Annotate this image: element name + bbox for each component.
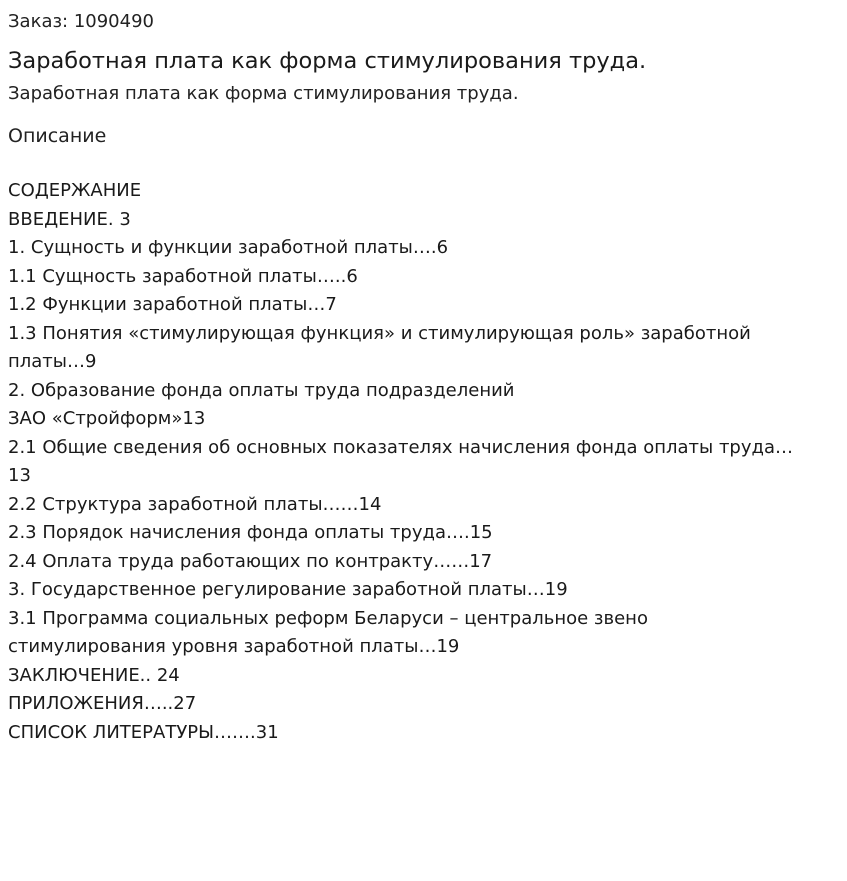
table-of-contents — [8, 177, 839, 747]
toc-item-chapter-2-continued: ЗАО «Стройформ»13 — [8, 408, 206, 429]
document-title: Заработная плата как форма стимулирования труда. — [8, 48, 647, 74]
description-heading: Описание — [8, 125, 107, 147]
toc-item-chapter-3: 3. Государственное регулирование заработной платы…19 — [8, 579, 568, 600]
toc-item-section-2-2: 2.2 Структура заработной платы……14 — [8, 493, 382, 515]
toc-item-section-1-3: 1.3 Понятия «стимулирующая функция» и стимулирующая роль» заработной платы…9 — [8, 322, 751, 372]
toc-item-section-3-1: 3.1 Программа социальных реформ Беларуси – центральное звено стимулирования уровня заработной платы…19 — [8, 607, 648, 657]
toc-item-section-1-2: 1.2 Функции заработной платы…7 — [8, 294, 337, 315]
order-number: Заказ: 1090490 — [8, 11, 154, 32]
toc-item-section-1-1: 1.1 Сущность заработной платы…..6 — [8, 265, 358, 287]
document-subtitle: Заработная плата как форма стимулирования труда. — [8, 83, 519, 104]
toc-item-chapter-2: 2. Образование фонда оплаты труда подразделений — [8, 379, 515, 401]
toc-item-introduction: ВВЕДЕНИЕ. 3 — [8, 208, 131, 230]
toc-item-chapter-1: 1. Сущность и функции заработной платы….6 — [8, 237, 449, 258]
toc-item-section-2-1: 2.1 Общие сведения об основных показателях начисления фонда оплаты труда…13 — [8, 436, 793, 486]
toc-item-contents-heading: СОДЕРЖАНИЕ — [8, 180, 142, 201]
toc-item-references: СПИСОК ЛИТЕРАТУРЫ…….31 — [8, 721, 279, 743]
toc-item-appendices: ПРИЛОЖЕНИЯ…..27 — [8, 693, 197, 714]
toc-item-section-2-4: 2.4 Оплата труда работающих по контракту……17 — [8, 550, 493, 572]
toc-item-conclusion: ЗАКЛЮЧЕНИЕ.. 24 — [8, 664, 180, 686]
toc-item-section-2-3: 2.3 Порядок начисления фонда оплаты труда….15 — [8, 522, 493, 543]
